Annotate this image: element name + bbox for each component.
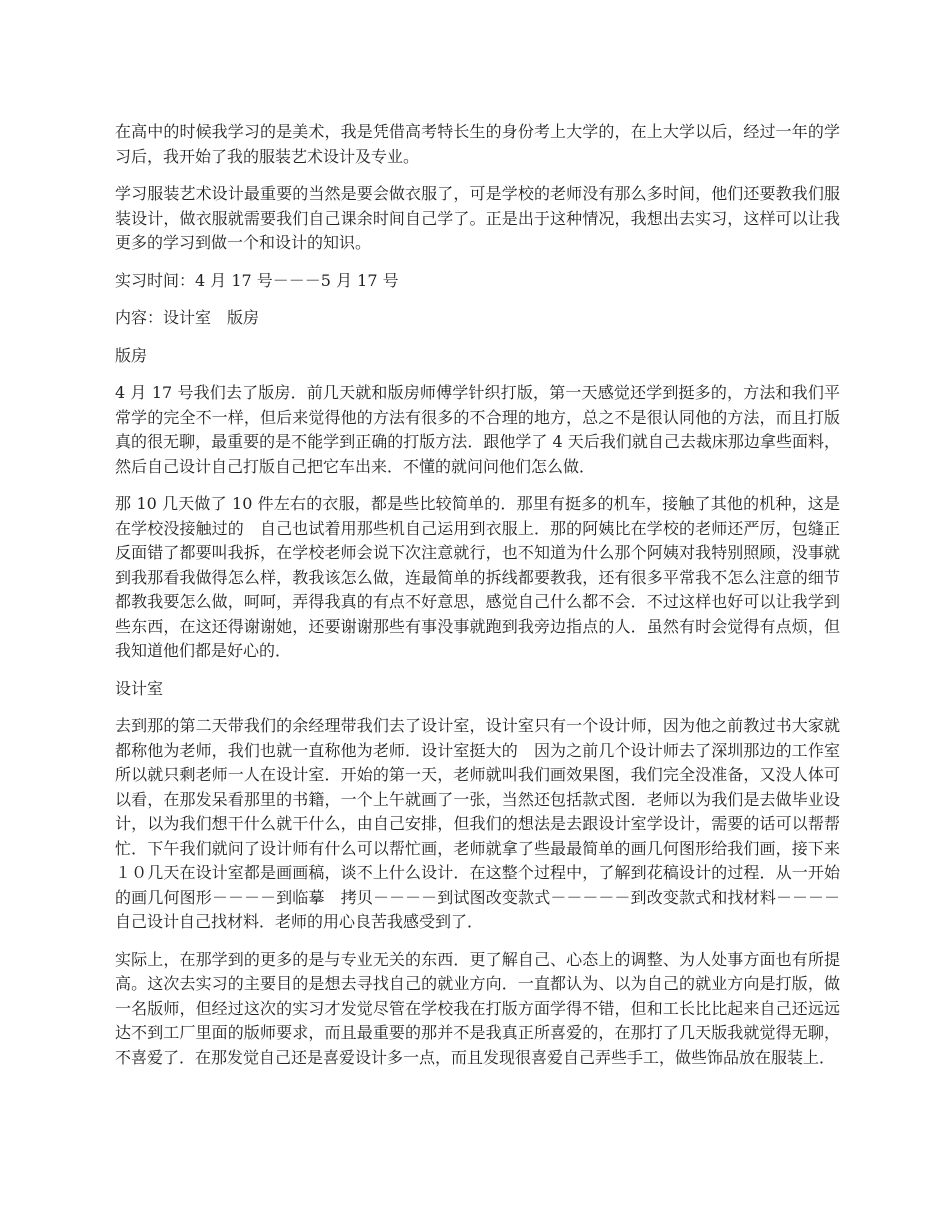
motivation-paragraph: 学习服装艺术设计最重要的当然是要会做衣服了，可是学校的老师没有那么多时间，他们还要教我们服装设计，做衣服就需要我们自己课余时间自己学了。正是出于这种情况，我想出去实习，这样可以让我更多的学习到做一个和设计的知识。 [115,184,840,252]
internship-period: 实习时间：4 月 17 号－－－5 月 17 号 [115,270,399,290]
intro-paragraph: 在高中的时候我学习的是美术，我是凭借高考特长生的身份考上大学的，在上大学以后，经过一年的学习后，我开始了我的服装艺术设计及专业。 [115,122,840,166]
internship-content: 内容：设计室 版房 [115,308,260,327]
pattern-room-paragraph-2: 那 10 几天做了 10 件左右的衣服，都是些比较简单的．那里有挺多的机车，接触了其他的机种，这是在学校没接触过的 自己也试着用那些机自己运用到衣服上．那的阿姨比在学校的老师还严厉，包缝正反面错了都要叫我拆，在学校老师会说下次注意就行，也不知道为什么那个阿姨对我特别照顾，没事就到我那看我做得怎么样，教我该怎么做，连最简单的拆线都要教我，还有很多平常我不怎么注意的细节都教我要怎么做，呵呵，弄得我真的有点不好意思，感觉自己什么都不会．不过这样也好可以让我学到些东西，在这还得谢谢她，还要谢谢那些有事没事就跑到我旁边指点的人．虽然有时会觉得有点烦，但我知道他们都是好心的． [115,494,840,660]
pattern-room-paragraph-1: 4 月 17 号我们去了版房．前几天就和版房师傅学针织打版，第一天感觉还学到挺多的，方法和我们平常学的完全不一样，但后来觉得他的方法有很多的不合理的地方，总之不是很认同他的方法，而且打版真的很无聊，最重要的是不能学到正确的打版方法．跟他学了 4 天后我们就自己去裁床那边拿些面料，然后自己设计自己打版自己把它车出来．不懂的就问问他们怎么做． [115,383,840,476]
design-room-paragraph: 去到那的第二天带我们的余经理带我们去了设计室，设计室只有一个设计师，因为他之前教过书大家就都称他为老师，我们也就一直称他为老师．设计室挺大的 因为之前几个设计师去了深圳那边的工作室所以就只剩老师一人在设计室．开始的第一天，老师就叫我们画效果图，我们完全没准备，又没人体可以看，在那发呆看那里的书籍，一个上午就画了一张，当然还包括款式图．老师以为我们是去做毕业设计，以为我们想干什么就干什么，由自己安排，但我们的想法是去跟设计室学设计，需要的话可以帮帮忙．下午我们就问了设计师有什么可以帮忙画，老师就拿了些最最简单的画几何图形给我们画，接下来１０几天在设计室都是画画稿，谈不上什么设计．在这整个过程中，了解到花稿设计的过程．从一开始的画几何图形－－－－到临摹 拷贝－－－－到试图改变款式－－－－－到改变款式和找材料－－－－自己设计自己找材料．老师的用心良苦我感受到了． [115,716,840,931]
document-body [115,120,840,1083]
conclusion-paragraph: 实际上，在那学到的更多的是与专业无关的东西．更了解自己、心态上的调整、为人处事方面也有所提高。这次去实习的主要目的是想去寻找自己的就业方向．一直都认为、以为自己的就业方向是打版，做一名版师，但经过这次的实习才发觉尽管在学校我在打版方面学得不错，但和工长比比起来自己还远远达不到工厂里面的版师要求，而且最重要的那并不是我真正所喜爱的，在那打了几天版我就觉得无聊，不喜爱了．在那发觉自己还是喜爱设计多一点，而且发现很喜爱自己弄些手工，做些饰品放在服装上． [115,949,840,1067]
section-heading-pattern-room: 版房 [115,345,148,365]
section-heading-design-room: 设计室 [115,678,164,698]
